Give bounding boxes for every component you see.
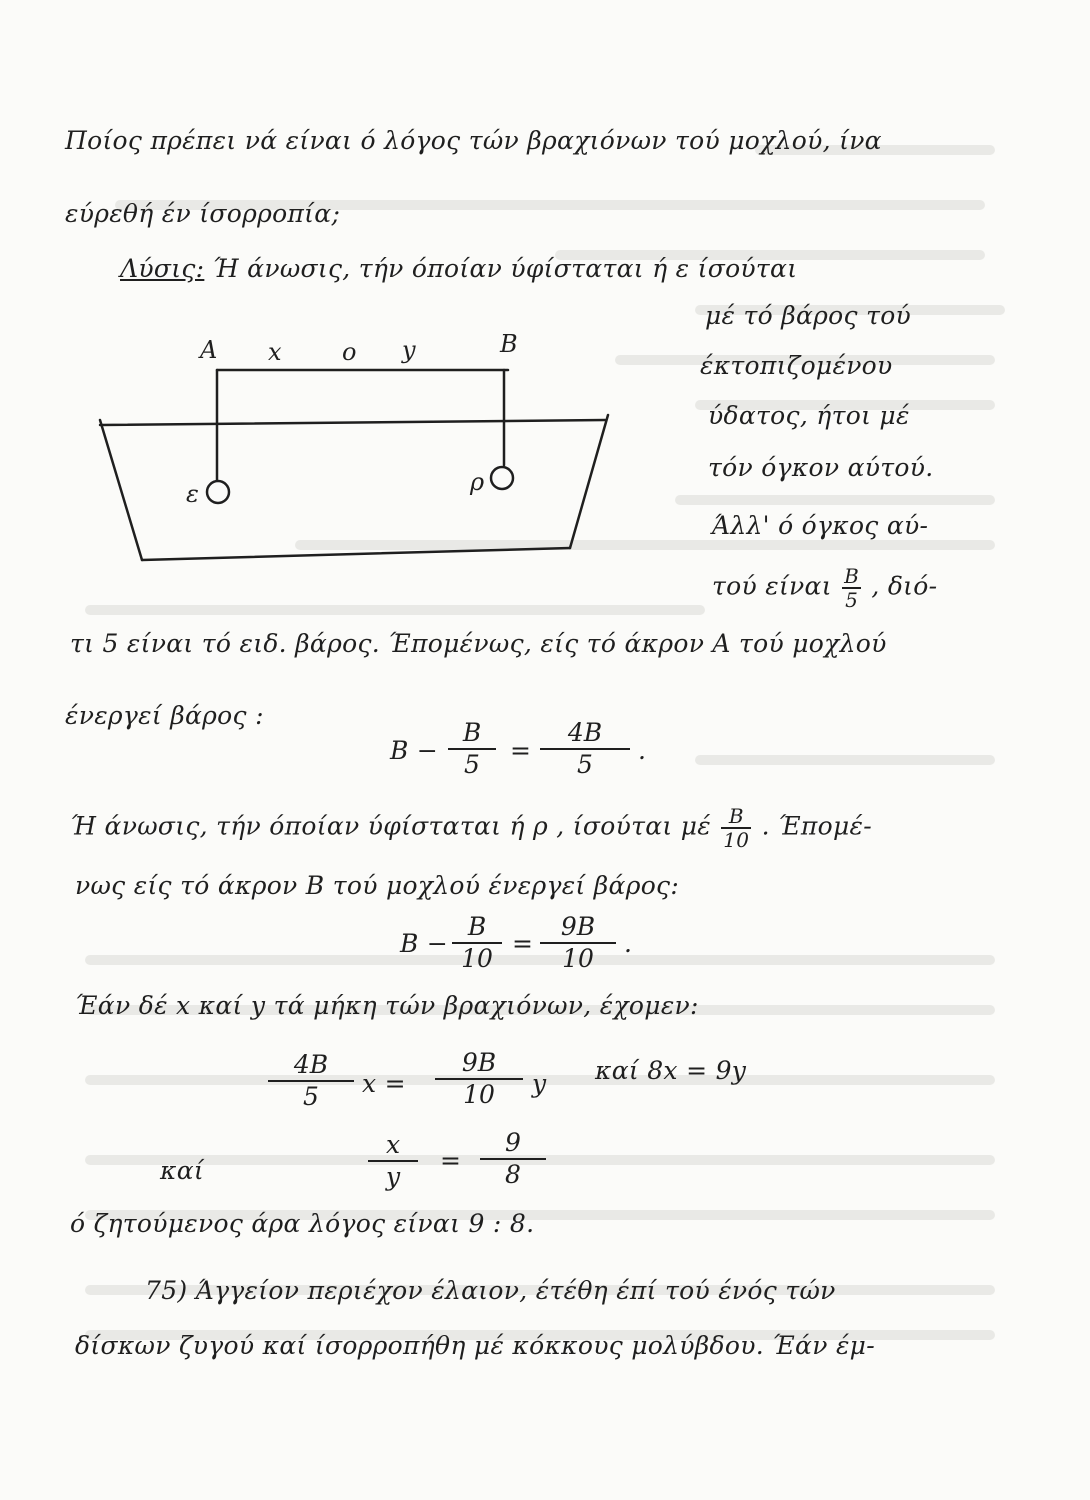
vessel-left-side — [100, 420, 142, 560]
text-line-11: ό ζητούμενος άρα λόγος είναι 9 : 8. — [70, 1209, 535, 1238]
fraction-numerator: x — [368, 1130, 418, 1162]
sphere-e — [207, 481, 229, 503]
fraction-b-over-5 — [842, 565, 861, 611]
fraction-numerator: 4Β — [540, 718, 630, 750]
eq2-end: . — [624, 929, 633, 958]
eq2-frac-2 — [540, 912, 616, 974]
label-a: Α — [200, 336, 218, 364]
text-line-7: νως είς τό άκρον Β τού μοχλού ένεργεί βάρος: — [75, 871, 680, 900]
eq1-frac-1 — [448, 718, 496, 780]
text-line-3 — [120, 253, 797, 285]
label-o: ο — [342, 338, 357, 366]
eq3-y: y — [532, 1069, 547, 1098]
fraction-numerator: 4Β — [268, 1050, 354, 1082]
fraction-numerator: Β — [448, 718, 496, 750]
fraction-denominator: 5 — [845, 588, 859, 612]
eq3-frac-2 — [435, 1048, 523, 1110]
fraction-denominator: 5 — [464, 750, 480, 779]
text-line-3-rest: Ή άνωσις, τήν όποίαν ύφίσταται ή ε ίσούται — [212, 254, 798, 283]
text-line-4: τι 5 είναι τό ειδ. βάρος. Έπομένως, είς τό άκρον Α τού μοχλού — [70, 629, 887, 658]
text-line-6-pre: Ή άνωσις, τήν όποίαν ύφίσταται ή ρ , ίσούται μέ — [70, 811, 712, 841]
right-text-3: ύδατος, ήτοι μέ — [708, 401, 910, 430]
right-text-5: Άλλ' ό όγκος αύ- — [712, 511, 929, 540]
eq4-frac-1 — [368, 1130, 418, 1192]
eq1-lead: Β − — [390, 736, 439, 765]
solution-label: Λύσις: — [120, 254, 205, 283]
right-text-6 — [712, 565, 937, 611]
right-text-1: μέ τό βάρος τού — [705, 301, 912, 330]
label-e: ε — [186, 480, 199, 508]
fraction-denominator: y — [385, 1162, 401, 1191]
fraction-numerator: 9Β — [540, 912, 616, 944]
text-line-5: ένεργεί βάρος : — [65, 701, 264, 730]
water-surface — [100, 420, 605, 425]
sphere-r — [491, 467, 513, 489]
eq3-x-equals: x = — [362, 1069, 406, 1098]
text-line-9: καί 8x = 9y — [595, 1056, 747, 1085]
label-y: y — [402, 336, 416, 364]
fraction-denominator: 10 — [463, 1080, 495, 1109]
fraction-numerator: 9 — [480, 1128, 546, 1160]
text-line-10: καί — [160, 1156, 204, 1185]
text-line-12: 75) Άγγείον περιέχον έλαιον, έτέθη έπί τού ένός τών — [145, 1276, 836, 1305]
eq2-equals: = — [512, 929, 534, 958]
fraction-b-over-10 — [721, 805, 751, 851]
fraction-numerator: Β — [452, 912, 502, 944]
label-r: ρ — [470, 468, 485, 496]
text-line-6-post: . Έπομέ- — [761, 811, 872, 841]
eq2-frac-1 — [452, 912, 502, 974]
label-x: x — [268, 338, 282, 366]
eq3-frac-1 — [268, 1050, 354, 1112]
fraction-denominator: 10 — [562, 944, 594, 973]
fraction-denominator: 10 — [723, 828, 750, 852]
eq4-frac-2 — [480, 1128, 546, 1190]
fraction-numerator: Β — [844, 564, 860, 588]
fraction-numerator: 9Β — [435, 1048, 523, 1080]
right-text-6-pre: τού είναι — [712, 571, 832, 601]
eq1-frac-2 — [540, 718, 630, 780]
fraction-denominator: 5 — [303, 1082, 319, 1111]
text-line-8: Έάν δέ x καί y τά μήκη τών βραχιόνων, έχομεν: — [75, 991, 699, 1020]
fraction-denominator: 10 — [461, 944, 493, 973]
right-text-2: έκτοπιζομένου — [700, 351, 893, 380]
text-line-6 — [70, 805, 872, 851]
text-line-13: δίσκων ζυγού καί ίσορροπήθη μέ κόκκους μολύβδου. Έάν έμ- — [75, 1331, 875, 1360]
fraction-denominator: 5 — [577, 750, 593, 779]
text-line-1: Ποίος πρέπει νά είναι ό λόγος τών βραχιόνων τού μοχλού, ίνα — [65, 126, 882, 155]
label-b: Β — [500, 330, 518, 358]
vessel-bottom — [142, 548, 570, 560]
eq1-equals: = — [510, 736, 532, 765]
lever-diagram — [90, 330, 630, 570]
eq1-end: . — [638, 736, 647, 765]
vessel-right-side — [570, 415, 608, 548]
fraction-numerator: Β — [721, 805, 751, 829]
eq4-equals: = — [440, 1146, 462, 1175]
right-text-4: τόν όγκον αύτού. — [708, 453, 934, 482]
eq2-lead: Β − — [400, 929, 449, 958]
fraction-denominator: 8 — [505, 1160, 521, 1189]
text-line-2: εύρεθή έν ίσορροπία; — [65, 199, 341, 228]
right-text-6-post: , διό- — [871, 571, 938, 601]
